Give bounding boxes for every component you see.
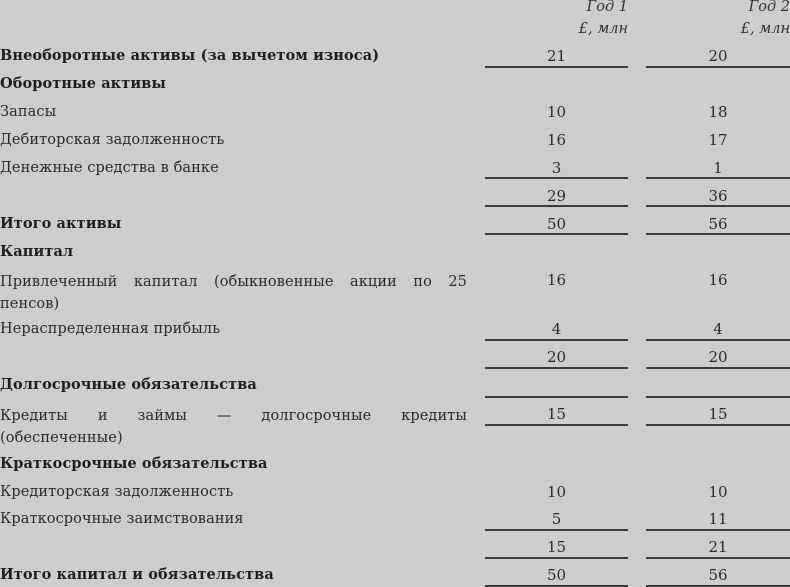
underline [646,396,790,398]
underline [646,367,790,369]
underline [485,529,628,531]
year1-value: 15 [546,538,567,556]
year1-value: 29 [546,187,567,205]
year1-value: 15 [546,405,567,423]
year2-value: 36 [708,187,728,205]
underline [646,529,790,531]
underline [485,177,628,179]
row-label: Кредиты и займы — долгосрочные кредиты (обеспеченные) [0,408,467,446]
underline [646,177,790,179]
year2-value: 1 [713,159,723,177]
underline [646,233,790,235]
year1-value: 3 [551,159,562,177]
year1-value: 4 [551,320,562,338]
underline [485,367,628,369]
row-label: Оборотные активы [0,75,167,92]
year1-value: 50 [546,215,567,233]
row-label: Кредиторская задолженность [0,484,234,500]
year2-value: 18 [708,103,728,121]
year2-value: 16 [708,271,728,289]
year2-value: 21 [708,538,728,556]
row-label: Долгосрочные обязательства [0,376,257,393]
underline [485,339,628,341]
col2-year: Год 2 [748,0,790,15]
underline [485,396,628,398]
row-label: Нераспределенная прибыль [0,321,221,337]
year2-value: 17 [708,131,728,149]
underline [485,233,628,235]
underline [646,205,790,207]
year2-value: 15 [708,405,728,423]
year1-value: 16 [546,131,567,149]
row-label: Капитал [0,243,74,260]
col1-unit: £, млн [578,21,628,37]
row-label: Краткосрочные обязательства [0,455,268,472]
row-label: Дебиторская задолженность [0,132,225,148]
underline [646,339,790,341]
underline [485,424,628,426]
year2-value: 56 [708,215,728,233]
year2-value: 20 [708,47,728,65]
underline [485,557,628,559]
col1-year: Год 1 [586,0,628,15]
underline [485,205,628,207]
row-label: Запасы [0,104,57,120]
underline [646,66,790,68]
row-label: Внеоборотные активы (за вычетом износа) [0,47,380,64]
year1-value: 50 [546,566,567,584]
col2-unit: £, млн [740,21,790,37]
year1-value: 20 [546,348,567,366]
underline [485,66,628,68]
row-label: Краткосрочные заимствования [0,511,244,527]
year1-value: 10 [546,483,567,501]
year2-value: 56 [708,566,728,584]
year1-value: 21 [546,47,567,65]
year2-value: 10 [708,483,728,501]
underline [646,424,790,426]
row-label: Денежные средства в банке [0,160,219,176]
row-label: Итого активы [0,215,122,232]
year1-value: 5 [551,510,562,528]
year2-value: 20 [708,348,728,366]
year2-value: 11 [708,510,728,528]
year1-value: 16 [546,271,567,289]
row-label: Привлеченный капитал (обыкновенные акции по 25 пенсов) [0,274,467,312]
year1-value: 10 [546,103,567,121]
year2-value: 4 [713,320,723,338]
underline [646,557,790,559]
row-label: Итого капитал и обязательства [0,566,274,583]
